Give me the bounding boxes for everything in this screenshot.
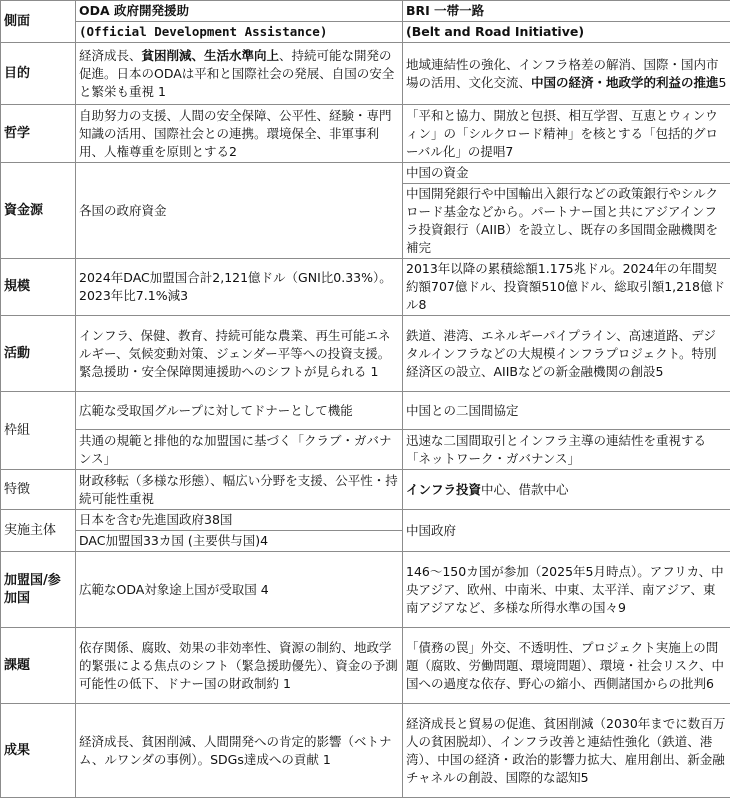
- label-framework: 枠組: [1, 392, 76, 470]
- label-actors: 実施主体: [1, 510, 76, 552]
- cell-actors-oda-top: 日本を含む先進国政府38国: [76, 510, 403, 531]
- row-features: [1, 470, 730, 510]
- cell-results-bri: 経済成長と貿易の促進、貧困削減（2030年までに数百万人の貧困脱却）、インフラ改善と連結性強化（鉄道、港湾）、中国の経済・政治的影響力拡大、雇用創出、新金融チャネルの創設、国際的な認知5: [403, 704, 730, 798]
- row-framework: [1, 392, 730, 430]
- cell-framework-oda-top: 広範な受取国グループに対してドナーとして機能: [76, 392, 403, 430]
- cell-philosophy-oda: 自助努力の支援、人間の安全保障、公平性、経験・専門知識の活用、国際社会との連携。環境保全、非軍事利用、人権尊重を原則とする2: [76, 105, 403, 163]
- label-results: 成果: [1, 704, 76, 798]
- row-framework-2: [1, 430, 730, 470]
- cell-framework-oda-bottom: 共通の規範と排他的な加盟国に基づく「クラブ・ガバナンス」: [76, 430, 403, 470]
- cell-philosophy-bri: 「平和と協力、開放と包摂、相互学習、互恵とウィンウィン」の「シルクロード精神」を核とする「包括的グローバル化」の提唱7: [403, 105, 730, 163]
- row-funding: [1, 163, 730, 184]
- cell-features-oda: 財政移転（多様な形態）、幅広い分野を支援、公平性・持続可能性重視: [76, 470, 403, 510]
- label-issues: 課題: [1, 628, 76, 704]
- cell-framework-bri-top: 中国との二国間協定: [403, 392, 730, 430]
- text-emphasis: インフラ投資: [406, 482, 481, 497]
- row-scale: [1, 259, 730, 316]
- header-sub-row: [1, 22, 730, 43]
- cell-scale-bri: 2013年以降の累積総額1.175兆ドル。2024年の年間契約額707億ドル、投資額510億ドル、総取引額1,218億ドル8: [403, 259, 730, 316]
- cell-scale-oda: 2024年DAC加盟国合計2,121億ドル（GNI比0.33%）。2023年比7.1%減3: [76, 259, 403, 316]
- label-purpose: 目的: [1, 43, 76, 105]
- cell-members-bri: 146～150カ国が参加（2025年5月時点）。アフリカ、中央アジア、欧州、中南米、中東、太平洋、南アジア、東南アジアなど、多様な所得水準の国々9: [403, 552, 730, 628]
- row-purpose: [1, 43, 730, 105]
- cell-activities-oda: インフラ、保健、教育、持続可能な農業、再生可能エネルギー、気候変動対策、ジェンダー平等への投資支援。緊急援助・安全保障関連援助へのシフトが見られる 1: [76, 316, 403, 392]
- row-results: [1, 704, 730, 798]
- cell-funding-bri-top: 中国の資金: [403, 163, 730, 184]
- cell-members-oda: 広範なODA対象途上国が受取国 4: [76, 552, 403, 628]
- label-scale: 規模: [1, 259, 76, 316]
- cell-activities-bri: 鉄道、港湾、エネルギーパイプライン、高速道路、デジタルインフラなどの大規模インフラプロジェクト。特別経済区の設立、AIIBなどの新金融機関の創設5: [403, 316, 730, 392]
- text-segment: 経済成長、: [79, 48, 142, 63]
- cell-issues-oda: 依存関係、腐敗、効果の非効率性、資源の制約、地政学的緊張による焦点のシフト（緊急援助優先）、資金の予測可能性の低下、ドナー国の財政制約 1: [76, 628, 403, 704]
- row-activities: [1, 316, 730, 392]
- header-aspect: 側面: [1, 1, 76, 43]
- cell-results-oda: 経済成長、貧困削減、人間開発への肯定的影響（ベトナム、ルワンダの事例）。SDGs達成への貢献 1: [76, 704, 403, 798]
- cell-purpose-oda: [76, 43, 403, 105]
- header-bri-subtitle: (Belt and Road Initiative): [403, 22, 730, 43]
- header-bri-title: BRI 一帯一路: [403, 1, 730, 22]
- text-segment: 地域連結性の強化、インフラ格差の解消、国際・国内市場の活用、文化交流、: [406, 57, 719, 90]
- header-oda-subtitle: (Official Development Assistance): [76, 22, 403, 43]
- cell-actors-oda-bottom: DAC加盟国33カ国 (主要供与国)4: [76, 531, 403, 552]
- row-philosophy: [1, 105, 730, 163]
- row-members: [1, 552, 730, 628]
- row-actors: [1, 510, 730, 531]
- label-activities: 活動: [1, 316, 76, 392]
- label-members: 加盟国/参加国: [1, 552, 76, 628]
- text-emphasis: 中国の経済・地政学的利益の推進: [531, 75, 719, 90]
- label-features: 特徴: [1, 470, 76, 510]
- cell-features-bri: [403, 470, 730, 510]
- header-oda-title: ODA 政府開発援助: [76, 1, 403, 22]
- row-issues: [1, 628, 730, 704]
- cell-actors-bri: 中国政府: [403, 510, 730, 552]
- cell-framework-bri-bottom: 迅速な二国間取引とインフラ主導の連結性を重視する「ネットワーク・ガバナンス」: [403, 430, 730, 470]
- label-funding: 資金源: [1, 163, 76, 259]
- label-philosophy: 哲学: [1, 105, 76, 163]
- header-row: [1, 1, 730, 22]
- text-segment: 中心、借款中心: [481, 482, 569, 497]
- text-segment: 5: [719, 75, 727, 90]
- cell-funding-oda: 各国の政府資金: [76, 163, 403, 259]
- cell-purpose-bri: [403, 43, 730, 105]
- cell-issues-bri: 「債務の罠」外交、不透明性、プロジェクト実施上の問題（腐敗、労働問題、環境問題）、環境・社会リスク、中国への過度な依存、野心の縮小、西側諸国からの批判6: [403, 628, 730, 704]
- cell-funding-bri-bottom: 中国開発銀行や中国輸出入銀行などの政策銀行やシルクロード基金などから。パートナー国と共にアジアインフラ投資銀行（AIIB）を設立し、既存の多国間金融機関を補完: [403, 184, 730, 259]
- text-segment: 、持続可能な開発の促進。日本のODAは平和と国際社会の発展、自国の安全と繁栄も重視 1: [79, 48, 394, 99]
- text-emphasis: 貧困削減、生活水準向上: [142, 48, 280, 63]
